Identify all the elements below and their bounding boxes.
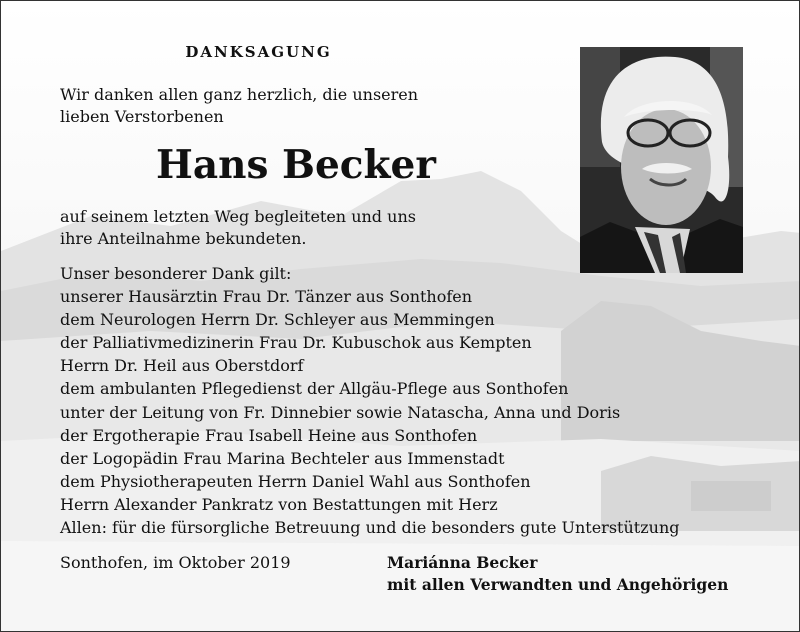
thanks-list <box>60 262 679 539</box>
signature-relatives: mit allen Verwandten und Angehörigen <box>387 575 729 594</box>
after-line: auf seinem letzten Weg begleiteten und uns <box>60 207 416 226</box>
after-text <box>60 206 416 249</box>
intro-line: lieben Verstorbenen <box>60 106 224 126</box>
thanks-line: dem Physiotherapeuten Herrn Daniel Wahl aus Sonthofen <box>60 471 531 491</box>
thanks-line: unserer Hausärztin Frau Dr. Tänzer aus Sonthofen <box>60 287 473 307</box>
after-line: ihre Anteilnahme bekundeten. <box>60 228 307 248</box>
thanks-line: der Ergotherapie Frau Isabell Heine aus Sonthofen <box>60 425 478 445</box>
thanks-line: der Logopädin Frau Marina Bechteler aus Immenstadt <box>60 448 505 468</box>
signature <box>387 552 728 596</box>
intro-text <box>60 84 418 127</box>
thanks-line: Allen: für die fürsorgliche Betreuung und die besonders gute Unterstützung <box>60 518 680 538</box>
thanks-line: Herrn Dr. Heil aus Oberstdorf <box>60 356 304 376</box>
thanks-line: Unser besonderer Dank gilt: <box>60 264 292 283</box>
intro-line: Wir danken allen ganz herzlich, die unseren <box>60 85 419 104</box>
place-date: Sonthofen, im Oktober 2019 <box>60 553 291 572</box>
thanks-line: der Palliativmedizinerin Frau Dr. Kubuschok aus Kempten <box>60 333 532 353</box>
thanks-line: dem Neurologen Herrn Dr. Schleyer aus Memmingen <box>60 310 495 330</box>
signature-name: Mariánna Becker <box>387 553 538 572</box>
portrait-photo <box>580 47 743 273</box>
thanks-line: Herrn Alexander Pankratz von Bestattungen mit Herz <box>60 494 498 514</box>
thanks-line: dem ambulanten Pflegedienst der Allgäu-Pflege aus Sonthofen <box>60 379 569 399</box>
thanks-line: unter der Leitung von Fr. Dinnebier sowie Natascha, Anna und Doris <box>60 402 621 422</box>
heading: DANKSAGUNG <box>185 43 332 61</box>
deceased-name: Hans Becker <box>156 142 436 188</box>
